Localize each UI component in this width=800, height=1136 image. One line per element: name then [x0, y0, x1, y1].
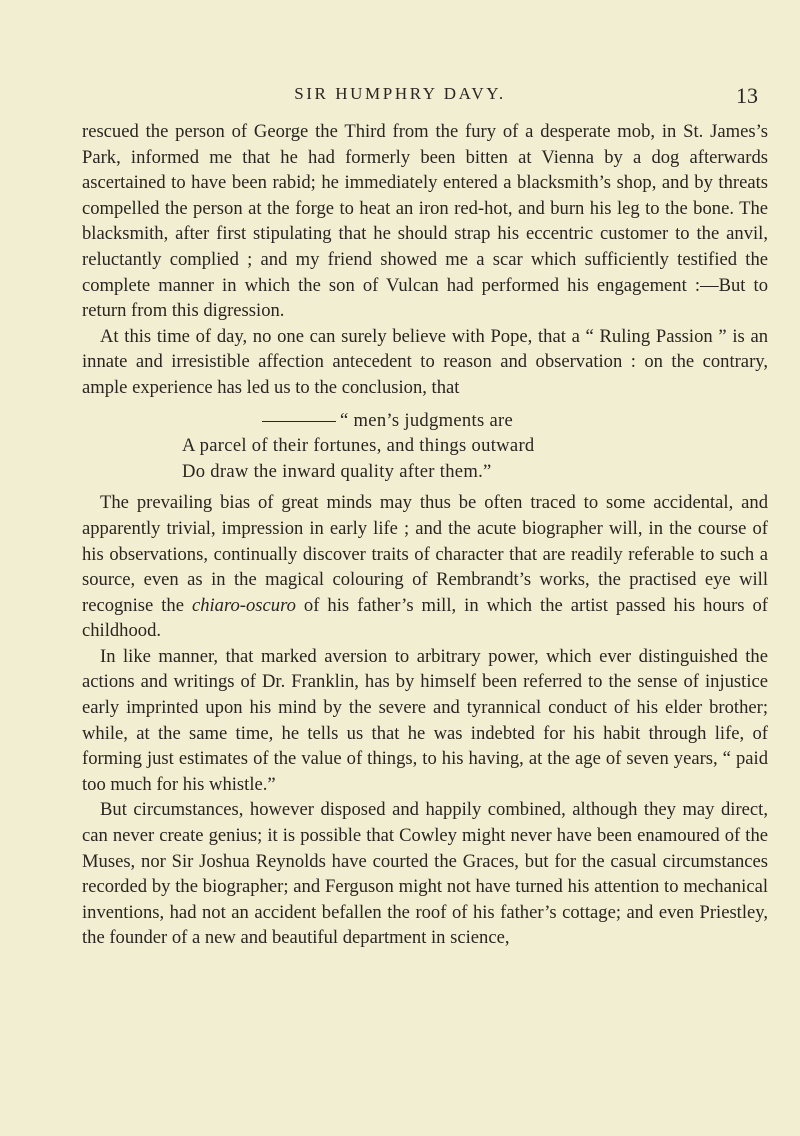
- quote-line-3: Do draw the inward quality after them.”: [182, 460, 492, 482]
- page-number: 13: [736, 83, 758, 108]
- quote-line-1-text: “ men’s judgments are: [340, 409, 514, 431]
- body-text: [82, 119, 768, 951]
- page-header: [0, 84, 800, 108]
- paragraph-1: rescued the person of George the Third from the fury of a desperate mob, in St. James’s Park, informed me that he had formerly been bitten at Vienna by a dog afterwards ascertained to have been rabid; he immediately entered a blacksmith’s shop, and by threats compelled the person at the forge to heat an iron red-hot, and burn his leg to the bone. The blacksmith, after first stipulating that he should strap his eccentric customer to the anvil, reluctantly complied ; and my friend showed me a scar which sufficiently testified the complete manner in which the son of Vulcan had performed his engagement :—But to return from this digression.: [82, 121, 768, 322]
- paragraph-3-italic: chiaro-oscuro: [191, 594, 296, 616]
- paragraph-4: In like manner, that marked aversion to arbitrary power, which ever distinguished the actions and writings of Dr. Franklin, has by himself been referred to the sense of injustice early imprinted upon his mind by the severe and tyrannical conduct of his elder brother; while, at the same time, he tells us that he was indebted for his habit through life, of forming just estimates of the value of things, to his having, at the age of seven years, “ paid too much for his whistle.”: [82, 645, 768, 795]
- paragraph-5: But circumstances, however disposed and happily combined, although they may direct, can never create genius; it is possible that Cowley might never have been enamoured of the Muses, nor Sir Joshua Reynolds have courted the Graces, but for the casual circumstances recorded by the biographer; and Ferguson might not have turned his attention to mechanical inventions, had not an accident befallen the roof of his father’s cottage; and even Priestley, the founder of a new and beautiful department in science,: [82, 799, 768, 949]
- quote-line-2: A parcel of their fortunes, and things outward: [182, 435, 535, 457]
- em-dash-rule: [262, 421, 336, 422]
- paragraph-3: [82, 490, 768, 644]
- paragraph-3-text-a: The prevailing bias of great minds may thus be often traced to some accidental, and apparently trivial, impression in early life ; and the acute biographer will, in the course of his observations, continually discover traits of character that are readily referable to such a source, even as in the magical colouring of Rembrandt’s works, the practised eye will recognise the: [82, 492, 768, 616]
- verse-quotation: [82, 408, 768, 485]
- paragraph-3-text-b: of his father’s mill, in which the artist passed his hours of childhood.: [82, 594, 768, 642]
- quote-line-1: [182, 408, 768, 434]
- running-head: SIR HUMPHRY DAVY.: [294, 84, 506, 103]
- paragraph-2: At this time of day, no one can surely believe with Pope, that a “ Ruling Passion ” is an innate and irresistible affection antecedent to reason and observation : on the contrary, ample experience has led us to the conclusion, that: [82, 325, 768, 398]
